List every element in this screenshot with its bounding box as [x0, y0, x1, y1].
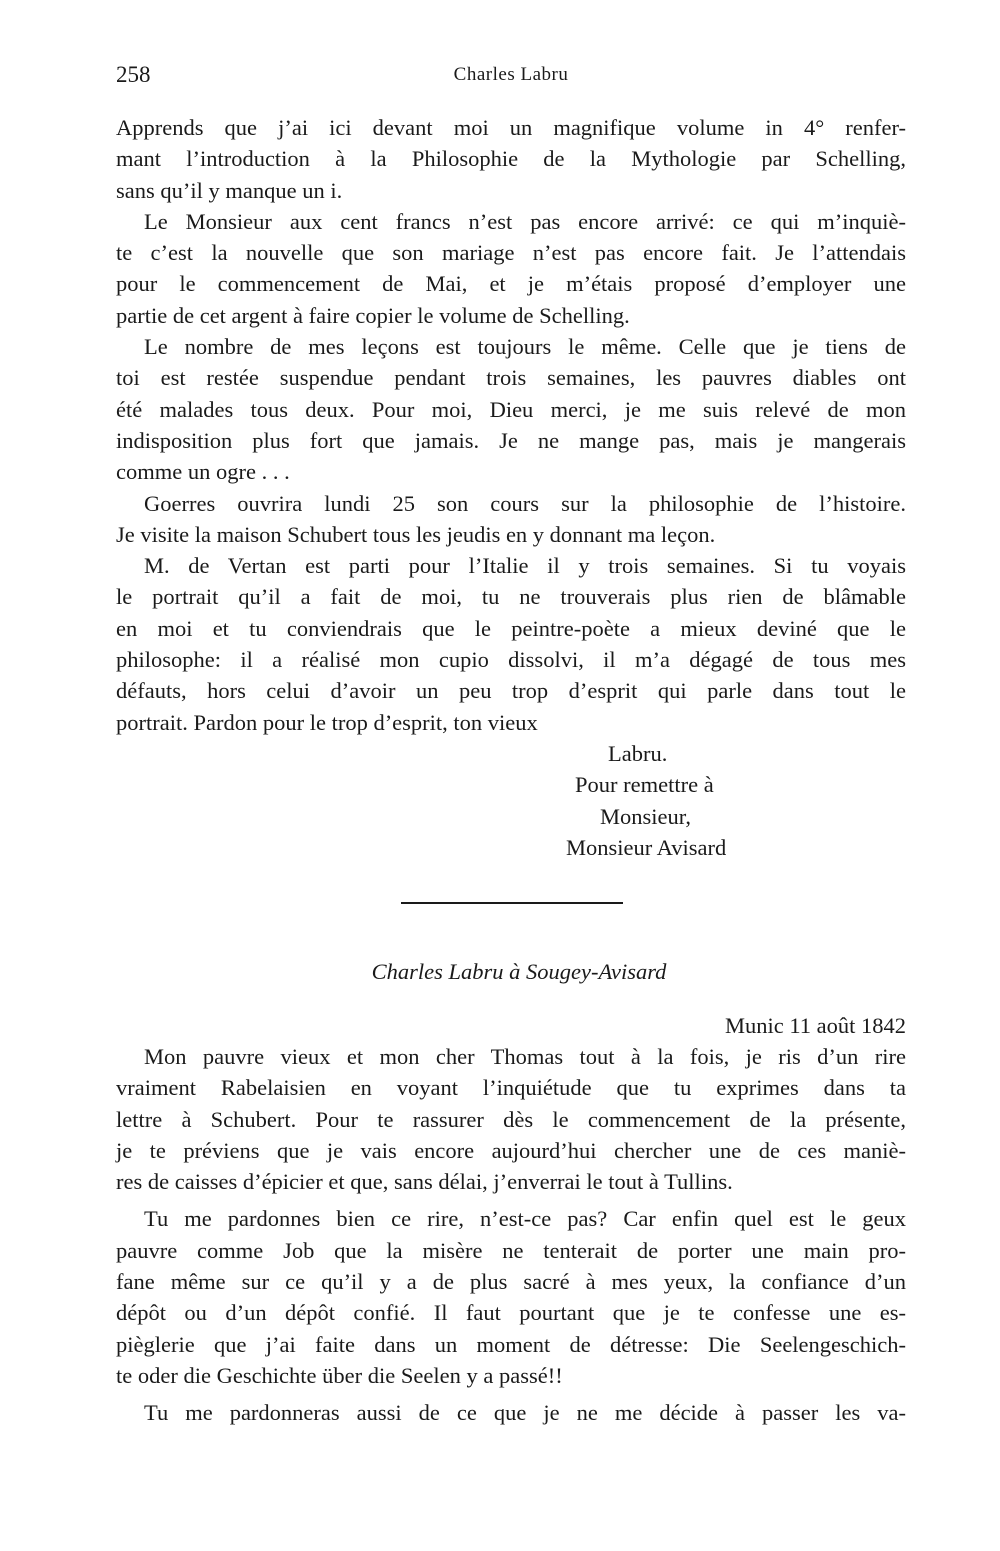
text-line: Tu me pardonneras aussi de ce que je ne me décide à passer les va- — [144, 1400, 906, 1426]
dateline: Munic 11 août 1842 — [724, 1012, 906, 1038]
running-title: Charles Labru — [453, 64, 569, 85]
text-line: lettre à Schubert. Pour te rassurer dès le commencement de la présente, — [116, 1106, 906, 1132]
signature: Labru. — [608, 740, 668, 766]
letter-closing — [566, 738, 906, 864]
text-line: comme un ogre . . . — [116, 459, 290, 485]
text-line: je te préviens que je vais encore aujourd’hui chercher une de ces maniè- — [116, 1137, 906, 1163]
text-line: M. de Vertan est parti pour l’Italie il y trois semaines. Si tu voyais — [144, 553, 906, 579]
section-divider — [401, 902, 623, 904]
text-line: Apprends que j’ai ici devant moi un magnifique volume in 4° renfer- — [116, 115, 906, 140]
body-text — [116, 112, 906, 738]
text-line: en moi et tu conviendrais que le peintre-poète a mieux deviné que le — [116, 615, 906, 641]
text-line: le portrait qu’il a fait de moi, tu ne trouverais plus rien de blâmable — [116, 584, 906, 610]
text-line: sans qu’il y manque un i. — [116, 177, 343, 203]
text-line: Le nombre de mes leçons est toujours le même. Celle que je tiens de — [144, 334, 906, 360]
text-line: vraiment Rabelaisien en voyant l’inquiétude que tu exprimes dans ta — [116, 1075, 906, 1101]
page-number: 258 — [116, 62, 151, 87]
text-line: mant l’introduction à la Philosophie de la Mythologie par Schelling, — [116, 146, 906, 172]
second-letter-body — [116, 1041, 906, 1429]
text-line: Le Monsieur aux cent francs n’est pas encore arrivé: ce qui m’inquiè- — [144, 208, 906, 234]
text-line: philosophe: il a réalisé mon cupio dissolvi, il m’a dégagé de tous mes — [116, 647, 906, 673]
text-line: partie de cet argent à faire copier le volume de Schelling. — [116, 302, 630, 328]
text-line: pour le commencement de Mai, et je m’étais proposé d’employer une — [116, 271, 906, 297]
text-line: te c’est la nouvelle que son mariage n’est pas encore fait. Je l’attendais — [116, 240, 906, 266]
address-line: Pour remettre à — [575, 772, 714, 798]
text-line: pièglerie que j’ai faite dans un moment de détresse: Die Seelengeschich- — [116, 1331, 906, 1357]
book-page — [116, 62, 906, 1429]
text-line: dépôt ou d’un dépôt confié. Il faut pourtant que je te confesse une es- — [116, 1300, 906, 1326]
text-line: Goerres ouvrira lundi 25 son cours sur la philosophie de l’histoire. — [144, 490, 906, 516]
text-line: portrait. Pardon pour le trop d’esprit, ton vieux — [116, 709, 538, 735]
text-line: res de caisses d’épicier et que, sans délai, j’enverrai le tout à Tullins. — [116, 1169, 733, 1195]
running-head — [116, 62, 906, 102]
text-line: été malades tous deux. Pour moi, Dieu merci, je me suis relevé de mon — [116, 396, 906, 422]
text-line: défauts, hors celui d’avoir un peu trop d’esprit qui parle dans tout le — [116, 678, 906, 704]
address-line: Monsieur, — [600, 803, 691, 829]
text-line: indisposition plus fort que jamais. Je ne mange pas, mais je mangerais — [116, 427, 906, 453]
text-line: te oder die Geschichte über die Seelen y a passé!! — [116, 1362, 563, 1388]
text-line: Tu me pardonnes bien ce rire, n’est-ce pas? Car enfin quel est le geux — [144, 1206, 906, 1232]
text-line: Je visite la maison Schubert tous les jeudis en y donnant ma leçon. — [116, 521, 716, 547]
text-line: pauvre comme Job que la misère ne tenterait de porter une main pro- — [116, 1237, 906, 1263]
text-line: toi est restée suspendue pendant trois semaines, les pauvres diables ont — [116, 365, 906, 391]
text-line: fane même sur ce qu’il y a de plus sacré à mes yeux, la confiance d’un — [116, 1269, 906, 1295]
letter-heading: Charles Labru à Sougey-Avisard — [371, 958, 667, 984]
address-line: Monsieur Avisard — [566, 835, 727, 861]
text-line: Mon pauvre vieux et mon cher Thomas tout à la fois, je ris d’un rire — [144, 1043, 906, 1069]
